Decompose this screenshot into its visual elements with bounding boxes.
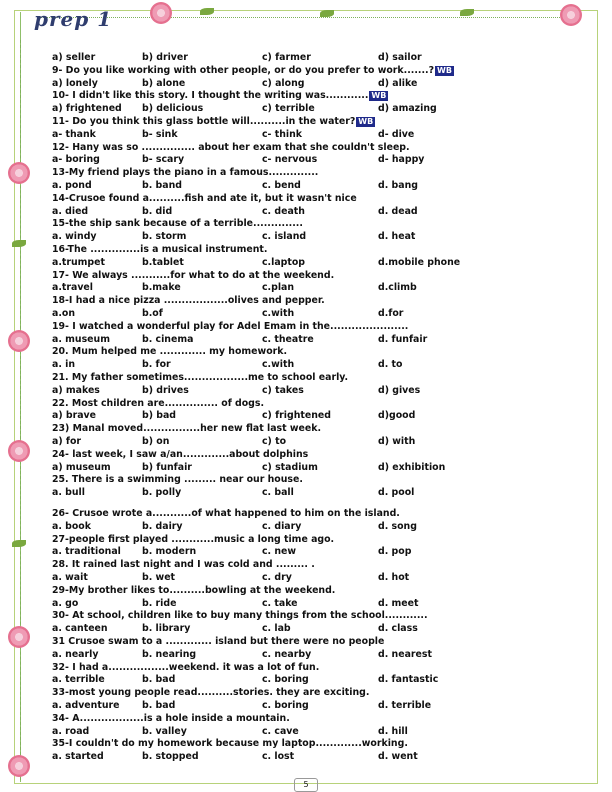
answer-option: b. stopped [142, 751, 199, 763]
leaf-decoration [320, 10, 334, 17]
answer-option: b) funfair [142, 461, 192, 473]
leaf-decoration [200, 8, 214, 15]
answer-option: a) frightened [52, 103, 122, 115]
answer-option: d) with [378, 436, 416, 447]
answer-option: d.climb [378, 282, 417, 294]
answer-option: a.on [52, 308, 76, 319]
answer-option: b) bad [142, 410, 177, 422]
answer-option: b. modern [142, 546, 197, 558]
question-line [52, 738, 408, 750]
question-line [52, 295, 325, 307]
question-line [52, 585, 335, 597]
answer-option: d. hill [378, 725, 408, 737]
question-text: 20. Mum helped me ............. my homework. [52, 346, 288, 358]
answer-option: c.with [262, 359, 295, 371]
question-text: 27-people first played ............music a long time ago. [52, 533, 335, 545]
answer-option: d)good [378, 410, 416, 422]
question-text: 9- Do you like working with other people, or do you prefer to work.......? [52, 64, 435, 76]
answer-option: c) to [262, 436, 287, 447]
question-line [52, 193, 357, 205]
answer-option: a. pond [52, 180, 92, 191]
question-line [52, 270, 334, 282]
answer-option: b- scary [142, 154, 185, 166]
question-line [52, 534, 334, 546]
options-line [0, 462, 612, 474]
question-text: 17- We always ...........for what to do at the weekend. [52, 269, 335, 281]
answer-option: d. funfair [378, 333, 428, 345]
answer-option: a. go [52, 597, 79, 609]
options-line [0, 359, 612, 371]
answer-option: c- nervous [262, 154, 318, 166]
answer-option: b) on [142, 436, 170, 447]
answer-option: b. for [142, 359, 171, 371]
answer-option: b. storm [142, 231, 187, 243]
answer-option: b.of [142, 308, 163, 319]
answer-option: c) farmer [262, 52, 311, 63]
answer-option: d. went [378, 751, 418, 763]
options-line [0, 700, 612, 712]
answer-option: b. bad [142, 674, 176, 686]
answer-option: d- happy [378, 154, 425, 166]
answer-option: c) stadium [262, 461, 318, 473]
answer-option: b. wet [142, 572, 176, 583]
question-line [52, 116, 375, 128]
answer-option: b. dairy [142, 520, 183, 532]
options-line [0, 385, 612, 397]
answer-option: c. ball [262, 487, 294, 499]
answer-option: d. song [378, 520, 417, 532]
decorative-vine-top [40, 11, 580, 18]
answer-option: d.for [378, 308, 404, 319]
answer-option: c. cave [262, 725, 299, 737]
answer-option: c. boring [262, 700, 309, 711]
answer-option: b. cinema [142, 333, 194, 345]
answer-option: c. new [262, 546, 297, 558]
question-text: 10- I didn't like this story. I thought the writing was............ [52, 90, 369, 102]
question-text: 12- Hany was so ............... about her exam that she couldn't sleep. [52, 141, 410, 153]
answer-option: a) for [52, 436, 82, 447]
answer-option: a- thank [52, 128, 96, 140]
answer-option: b. band [142, 180, 182, 191]
flower-decoration [560, 4, 582, 26]
workbook-badge: WB [358, 117, 374, 126]
answer-option: a. museum [52, 333, 110, 345]
answer-option: b- sink [142, 128, 178, 140]
question-line [52, 687, 369, 699]
answer-option: b. bad [142, 700, 176, 711]
question-text: 21. My father sometimes..................me to school early. [52, 372, 349, 383]
answer-option: d. pop [378, 546, 412, 558]
options-line [0, 751, 612, 763]
answer-option: a. started [52, 751, 104, 763]
answer-option: c.plan [262, 282, 295, 294]
question-line [52, 90, 388, 102]
answer-option: b) alone [142, 77, 186, 89]
options-line [0, 726, 612, 738]
answer-option: b) drives [142, 384, 189, 396]
answer-option: b.make [142, 282, 181, 294]
page-number: 5 [294, 778, 318, 792]
answer-option: c.with [262, 308, 295, 319]
options-line [0, 649, 612, 661]
question-text: 23) Manal moved................her new flat last week. [52, 423, 322, 435]
answer-option: c) frightened [262, 410, 331, 422]
question-line [52, 474, 303, 486]
answer-option: c) takes [262, 384, 304, 396]
answer-option: d) exhibition [378, 461, 446, 473]
answer-option: d. hot [378, 572, 410, 583]
flower-decoration [150, 2, 172, 24]
answer-option: d. heat [378, 231, 416, 243]
question-line [52, 167, 318, 179]
answer-option: c. dry [262, 572, 292, 583]
answer-option: a. in [52, 359, 76, 371]
answer-option: b. library [142, 623, 191, 635]
question-line [52, 398, 264, 410]
answer-option: b. nearing [142, 648, 197, 660]
options-line [0, 52, 612, 64]
question-text: 32- I had a.................weekend. it was a lot of fun. [52, 661, 320, 673]
answer-option: d. dead [378, 205, 418, 217]
answer-option: b.tablet [142, 256, 184, 268]
options-line [0, 410, 612, 422]
question-text: 19- I watched a wonderful play for Adel Emam in the...................... [52, 320, 409, 332]
answer-option: a. windy [52, 231, 97, 243]
answer-option: c) terrible [262, 103, 315, 115]
question-text: 14-Crusoe found a..........fish and ate it, but it wasn't nice [52, 192, 357, 204]
question-text: 31 Crusoe swam to a ............. island but there were no people [52, 636, 385, 647]
options-line [0, 334, 612, 346]
answer-option: d. meet [378, 597, 419, 609]
question-text: 28. It rained last night and I was cold and ......... . [52, 559, 315, 571]
answer-option: c. take [262, 597, 298, 609]
answer-option: b. did [142, 205, 173, 217]
answer-option: d. class [378, 623, 418, 635]
answer-option: d. terrible [378, 700, 432, 711]
options-line [0, 487, 612, 499]
answer-option: d. fantastic [378, 674, 439, 686]
question-text: 22. Most children are............... of dogs. [52, 397, 265, 409]
answer-option: c. boring [262, 674, 309, 686]
answer-option: d. bang [378, 180, 418, 191]
answer-option: c. theatre [262, 333, 314, 345]
answer-option: b) delicious [142, 103, 204, 115]
question-text: 35-I couldn't do my homework because my laptop.............working. [52, 738, 408, 750]
answer-option: d) alike [378, 77, 418, 89]
answer-option: c- think [262, 128, 302, 140]
answer-option: c) along [262, 77, 305, 89]
answer-option: a) lonely [52, 77, 98, 89]
question-text: 25. There is a swimming ......... near our house. [52, 474, 303, 486]
question-text: 24- last week, I saw a/an.............about dolphins [52, 448, 309, 460]
question-text: 15-the ship sank because of a terrible.............. [52, 218, 303, 230]
answer-option: a. terrible [52, 674, 105, 686]
answer-option: a) seller [52, 52, 96, 63]
answer-option: a. road [52, 725, 90, 737]
answer-option: c. diary [262, 520, 302, 532]
question-text: 13-My friend plays the piano in a famous.............. [52, 167, 319, 179]
answer-option: c. nearby [262, 648, 312, 660]
page-title: prep 1 [34, 7, 113, 31]
answer-option: b. ride [142, 597, 177, 609]
options-line [0, 129, 612, 141]
question-text: 11- Do you think this glass bottle will..........in the water? [52, 116, 356, 127]
answer-option: d) gives [378, 384, 421, 396]
answer-option: a- boring [52, 154, 100, 166]
question-line [52, 65, 454, 77]
question-text: 26- Crusoe wrote a...........of what happened to him on the island. [52, 508, 400, 519]
answer-option: b. polly [142, 487, 182, 499]
question-text: 30- At school, children like to buy many things from the school............ [52, 610, 428, 622]
question-line [52, 662, 319, 674]
answer-option: b. valley [142, 725, 187, 737]
answer-option: d) sailor [378, 52, 422, 63]
leaf-decoration [460, 9, 474, 16]
options-line [0, 674, 612, 686]
options-line [0, 231, 612, 243]
answer-option: a.travel [52, 282, 94, 294]
options-line [0, 154, 612, 166]
answer-option: a. wait [52, 572, 88, 583]
workbook-badge: WB [371, 91, 387, 101]
answer-option: a. nearly [52, 648, 99, 660]
options-line [0, 436, 612, 448]
options-line [0, 257, 612, 269]
options-line [0, 521, 612, 533]
options-line [0, 546, 612, 558]
question-text: 29-My brother likes to..........bowling at the weekend. [52, 584, 336, 596]
question-line [52, 321, 408, 333]
question-line [52, 244, 267, 256]
question-line [52, 449, 308, 461]
answer-option: c. lost [262, 751, 295, 763]
question-line [52, 142, 410, 154]
answer-option: a. traditional [52, 546, 121, 558]
options-line [0, 206, 612, 218]
question-text: 18-I had a nice pizza ..................olives and pepper. [52, 295, 325, 307]
answer-option: a. adventure [52, 700, 120, 711]
question-text: 34- A..................is a hole inside a mountain. [52, 712, 290, 724]
answer-option: a.trumpet [52, 256, 105, 268]
answer-option: d.mobile phone [378, 256, 461, 268]
answer-option: c. death [262, 205, 305, 217]
options-line [0, 78, 612, 90]
answer-option: a) brave [52, 410, 97, 422]
question-line [52, 372, 348, 384]
answer-option: a. canteen [52, 623, 108, 635]
question-line [52, 346, 287, 358]
options-line [0, 180, 612, 192]
question-text: 16-The ..............is a musical instrument. [52, 244, 268, 255]
answer-option: c. island [262, 231, 307, 243]
answer-option: b) driver [142, 52, 188, 63]
question-line [52, 713, 290, 725]
options-line [0, 308, 612, 320]
answer-option: a. died [52, 205, 89, 217]
answer-option: d. nearest [378, 648, 432, 660]
options-line [0, 103, 612, 115]
answer-option: d) amazing [378, 103, 437, 115]
answer-option: c. lab [262, 623, 291, 635]
options-line [0, 282, 612, 294]
answer-option: d- dive [378, 128, 415, 140]
question-line [52, 559, 315, 571]
answer-option: d. pool [378, 487, 415, 499]
answer-option: a. book [52, 520, 91, 532]
options-line [0, 598, 612, 610]
question-line [52, 508, 400, 520]
answer-option: a) makes [52, 384, 100, 396]
options-line [0, 572, 612, 584]
question-line [52, 218, 303, 230]
options-line [0, 623, 612, 635]
question-line [52, 636, 384, 648]
answer-option: d. to [378, 359, 403, 371]
answer-option: c. bend [262, 180, 301, 191]
answer-option: a. bull [52, 487, 85, 499]
question-line [52, 423, 321, 435]
question-text: 33-most young people read..........stories. they are exciting. [52, 687, 370, 699]
question-line [52, 610, 428, 622]
workbook-badge: WB [437, 65, 452, 75]
answer-option: a) museum [52, 461, 111, 473]
answer-option: c.laptop [262, 256, 306, 268]
